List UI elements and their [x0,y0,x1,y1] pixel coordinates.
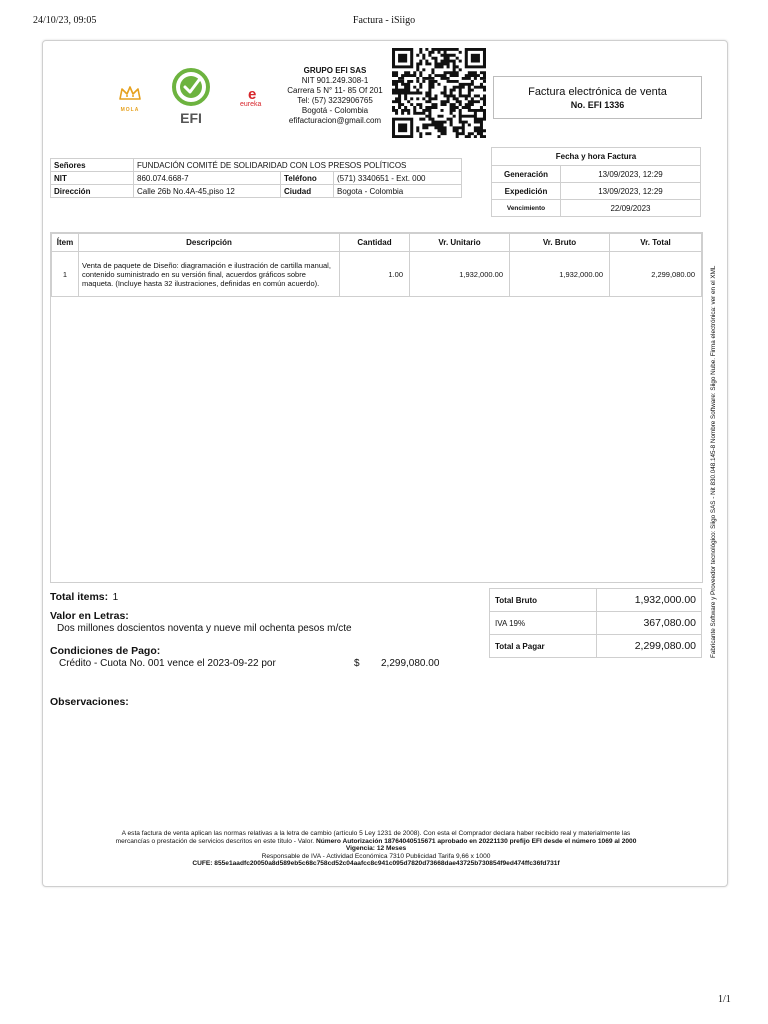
client-ciudad: Bogota - Colombia [334,185,462,198]
col-cantidad: Cantidad [340,234,410,252]
valor-letras: Dos millones doscientos noventa y nueve mil ochenta pesos m/cte [57,623,352,634]
qr-finder-mark [398,54,407,63]
print-page-count: 1/1 [718,994,731,1005]
eureka-wordmark: eureka [240,101,262,108]
company-name: GRUPO EFI SAS [303,66,367,75]
label-telefono: Teléfono [281,172,334,185]
condiciones-label: Condiciones de Pago: [50,645,161,657]
dates-header: Fecha y hora Factura [492,148,701,166]
col-descripcion: Descripción [79,234,340,252]
row-bruto: 1,932,000.00 [510,252,610,297]
row-unitario: 1,932,000.00 [410,252,510,297]
company-info [270,66,400,126]
row-total: 2,299,080.00 [610,252,702,297]
legal-notes [70,830,682,868]
legal-responsable: Responsable de IVA - Actividad Económica 7310 Publicidad Tarifa 9,66 x 1000 [261,852,491,860]
col-unitario: Vr. Unitario [410,234,510,252]
valor-letras-label: Valor en Letras: [50,610,129,622]
client-telefono: (571) 3340651 - Ext. 000 [334,172,462,185]
total-items [50,587,118,605]
label-generacion: Generación [492,166,561,183]
label-expedicion: Expedición [492,183,561,200]
legal-line-2 [70,838,682,846]
company-phone: Tel: (57) 3232906765 [297,96,373,105]
observaciones-label: Observaciones: [50,696,129,708]
company-email: efifacturacion@gmail.com [288,116,382,125]
legal-cufe: CUFE: 855e1aadfc20050a8d589eb5c68c758cd52c04aafcc8c941c095d7820d73668dae43725b730854f9ed474ffc36fd731f [192,860,560,868]
company-city: Bogotá - Colombia [301,106,369,115]
invoice-number: No. EFI 1336 [570,100,625,110]
mola-logo [116,84,144,113]
client-direccion: Calle 26b No.4A-45,piso 12 [134,185,281,198]
label-nit: NIT [51,172,134,185]
col-total: Vr. Total [610,234,702,252]
items-table [51,233,702,297]
label-ciudad: Ciudad [281,185,334,198]
print-page-title: Factura - iSiigo [352,15,416,26]
table-row [52,252,702,297]
condiciones-currency: $ [354,658,360,669]
side-software-text: Fabricante Software y Proveedor tecnológico: Siigo SAS - Nit 830.048.145-8 Nombre Software: Siigo Nube. Firma electrónica: ver en el XML [710,265,717,658]
legal-line-1: A esta factura de venta aplican las normas relativas a la letra de cambio (artículo 5 Ley 1231 de 2008). Con esta el Comprador declara haber recibido real y materialmente las [121,830,631,837]
label-direccion: Dirección [51,185,134,198]
row-cantidad: 1.00 [340,252,410,297]
value-iva: 367,080.00 [597,612,702,635]
row-descripcion: Venta de paquete de Diseño: diagramación e ilustración de cartilla manual, contenido suministrado en su versión final, acuerdos gráficos sobre maqueta. (Incluye hasta 32 ilustraciones, definidas en común acuerdo). [79,252,340,297]
label-total-bruto: Total Bruto [490,589,597,612]
legal-vigencia: Vigencia: 12 Meses [345,845,407,853]
condiciones-text: Crédito - Cuota No. 001 vence el 2023-09-22 por [59,658,276,669]
label-iva: IVA 19% [490,612,597,635]
client-table [50,158,462,198]
legal-line-2a: mercancías o prestación de servicios descritos en este título - Valor. [115,837,316,845]
legal-authorization: Número Autorización 18764040515671 aprobado en 20221130 prefijo EFI desde el número 1069 al 2000 [315,837,637,845]
items-panel [50,232,703,583]
invoice-title: Factura electrónica de venta [528,86,667,98]
date-expedicion: 13/09/2023, 12:29 [561,183,701,200]
client-name: FUNDACIÓN COMITÉ DE SOLIDARIDAD CON LOS PRESOS POLÍTICOS [134,159,462,172]
row-item: 1 [52,252,79,297]
condiciones-amount: 2,299,080.00 [381,658,440,669]
eureka-e-icon: e [248,86,257,103]
totals-table [489,588,702,658]
label-total-pagar: Total a Pagar [490,635,597,658]
qr-finder-mark [471,54,480,63]
label-senores: Señores [51,159,134,172]
side-software-note [710,266,722,658]
print-timestamp: 24/10/23, 09:05 [33,15,97,26]
efi-logo [170,68,212,126]
label-vencimiento: Vencimiento [492,200,561,217]
dates-table [491,147,701,217]
qr-finder-mark [398,123,407,132]
value-total-bruto: 1,932,000.00 [597,589,702,612]
date-generacion: 13/09/2023, 12:29 [561,166,701,183]
efi-wordmark: EFI [180,110,202,126]
date-vencimiento: 22/09/2023 [561,200,701,217]
value-total-pagar: 2,299,080.00 [597,635,702,658]
col-bruto: Vr. Bruto [510,234,610,252]
col-item: Ítem [52,234,79,252]
client-nit: 860.074.668-7 [134,172,281,185]
company-nit: NIT 901.249.308-1 [301,76,369,85]
efi-check-icon [170,68,212,106]
invoice-title-box [493,76,702,119]
mola-wordmark: MOLA [120,107,140,113]
eureka-logo [240,88,272,110]
items-header-row [52,234,702,252]
company-address: Carrera 5 N° 11- 85 Of 201 [287,86,383,95]
mola-crown-icon [116,84,144,102]
total-items-value: 1 [112,592,119,603]
total-items-label: Total items: [50,591,109,603]
qr-code [392,48,486,138]
